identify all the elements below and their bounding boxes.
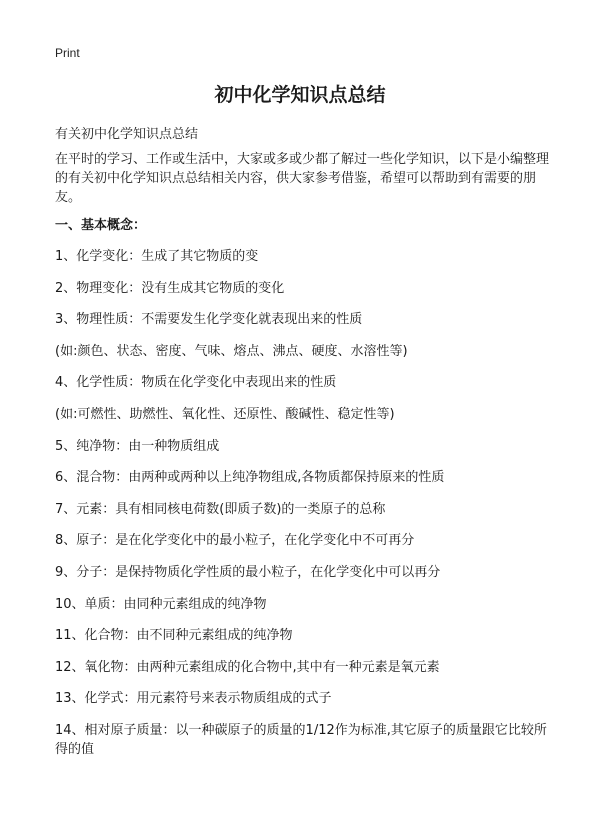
document-subtitle: 有关初中化学知识点总结 xyxy=(55,127,199,142)
section-heading: 一、基本概念： xyxy=(55,218,147,233)
list-item: (如:可燃性、助燃性、氧化性、还原性、酸碱性、稳定性等) xyxy=(55,406,395,422)
page-title: 初中化学知识点总结 xyxy=(214,84,386,106)
list-item: 8、原子：是在化学变化中的最小粒子，在化学变化中不可再分 xyxy=(55,533,415,549)
list-item: 2、物理变化：没有生成其它物质的变化 xyxy=(55,280,285,296)
list-item: 14、相对原子质量：以一种碳原子的质量的1/12作为标准,其它原子的质量跟它比较所得的值 xyxy=(55,722,547,757)
list-item: 4、化学性质：物质在化学变化中表现出来的性质 xyxy=(55,375,337,391)
list-item: 11、化合物：由不同种元素组成的纯净物 xyxy=(55,628,293,644)
intro-paragraph: 在平时的学习、工作或生活中，大家或多或少都了解过一些化学知识，以下是小编整理的有关初中化学知识点总结相关内容，供大家参考借鉴，希望可以帮助到有需要的朋友。 xyxy=(55,152,550,205)
list-item: 7、元素：具有相同核电荷数(即质子数)的一类原子的总称 xyxy=(55,501,386,517)
list-item: 6、混合物：由两种或两种以上纯净物组成,各物质都保持原来的性质 xyxy=(55,470,445,486)
list-item: 12、氧化物：由两种元素组成的化合物中,其中有一种元素是氧元素 xyxy=(55,659,440,675)
list-item: 1、化学变化：生成了其它物质的变 xyxy=(55,249,259,264)
list-item: (如:颜色、状态、密度、气味、熔点、沸点、硬度、水溶性等) xyxy=(55,343,408,359)
list-item: 9、分子：是保持物质化学性质的最小粒子，在化学变化中可以再分 xyxy=(55,564,441,580)
list-item: 5、纯净物：由一种物质组成 xyxy=(55,438,220,454)
list-item: 13、化学式：用元素符号来表示物质组成的式子 xyxy=(55,691,332,707)
list-item: 10、单质：由同种元素组成的纯净物 xyxy=(55,596,267,612)
concept-list xyxy=(55,247,555,772)
list-item: 3、物理性质：不需要发生化学变化就表现出来的性质 xyxy=(55,312,363,328)
print-link[interactable]: Print xyxy=(55,46,80,60)
